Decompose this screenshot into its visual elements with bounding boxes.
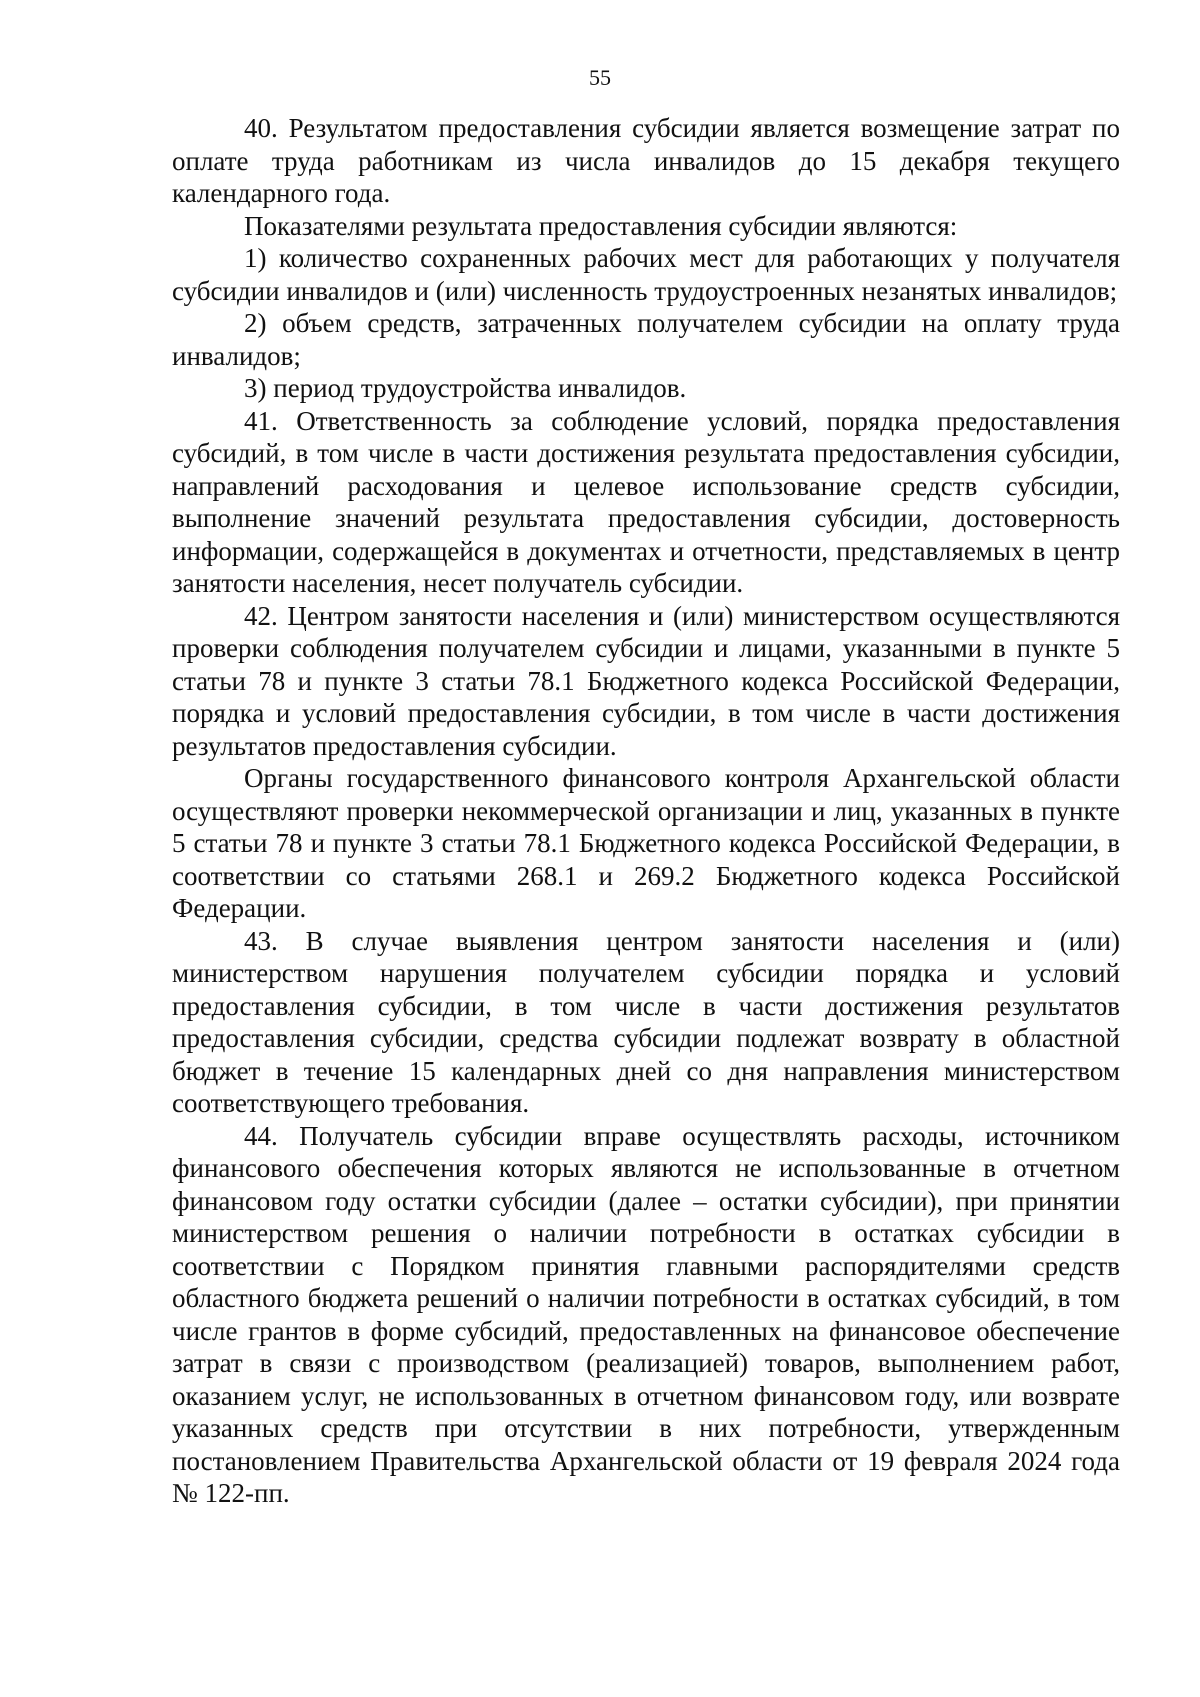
- paragraph-42: 42. Центром занятости населения и (или) министерством осуществляются проверки соблюдения получателем субсидии и лицами, указанными в пункте 5 статьи 78 и пункте 3 статьи 78.1 Бюджетного кодекса Российской Федерации, порядка и условий предоставления субсидии, в том числе в части достижения результатов предоставления субсидии.: [172, 600, 1120, 761]
- paragraph-indicator-2: 2) объем средств, затраченных получателем субсидии на оплату труда инвалидов;: [172, 308, 1120, 371]
- paragraph-indicators-intro: Показателями результата предоставления субсидии являются:: [244, 210, 958, 241]
- paragraph-indicator-1: 1) количество сохраненных рабочих мест для работающих у получателя субсидии инвалидов и (или) численность трудоустроенных незанятых инвалидов;: [172, 243, 1120, 306]
- document-body: [172, 112, 1120, 1510]
- paragraph-indicator-3: 3) период трудоустройства инвалидов.: [244, 373, 687, 403]
- paragraph-40: 40. Результатом предоставления субсидии является возмещение затрат по оплате труда работникам из числа инвалидов до 15 декабря текущего календарного года.: [172, 113, 1120, 208]
- page-number: 55: [589, 65, 611, 90]
- paragraph-41: 41. Ответственность за соблюдение условий, порядка предоставления субсидий, в том числе в части достижения результата предоставления субсидии, направлений расходования и целевое использование средств субсидии, выполнение значений результата предоставления субсидии, достоверность информации, содержащейся в документах и отчетности, представляемых в центр занятости населения, несет получатель субсидии.: [172, 405, 1120, 598]
- paragraph-43: 43. В случае выявления центром занятости населения и (или) министерством нарушения получателем субсидии порядка и условий предоставления субсидии, в том числе в части достижения результатов предоставления субсидии, средства субсидии подлежат возврату в областной бюджет в течение 15 календарных дней со дня направления министерством соответствующего требования.: [172, 925, 1120, 1118]
- paragraph-42-control: Органы государственного финансового контроля Архангельской области осуществляют проверки некоммерческой организации и лиц, указанных в пункте 5 статьи 78 и пункте 3 статьи 78.1 Бюджетного кодекса Российской Федерации, в соответствии со статьями 268.1 и 269.2 Бюджетного кодекса Российской Федерации.: [172, 763, 1120, 923]
- paragraph-44: 44. Получатель субсидии вправе осуществлять расходы, источником финансового обеспечения которых являются не использованные в отчетном финансовом году остатки субсидии (далее – остатки субсидии), при принятии министерством решения о наличии потребности в остатках субсидии в соответствии с Порядком принятия главными распорядителями средств областного бюджета решений о наличии потребности в остатках субсидий, в том числе грантов в форме субсидий, предоставленных на финансовое обеспечение затрат в связи с производством (реализацией) товаров, выполнением работ, оказанием услуг, не использованных в отчетном финансовом году, или возврате указанных средств при отсутствии в них потребности, утвержденным постановлением Правительства Архангельской области от 19 февраля 2024 года № 122-пп.: [172, 1120, 1120, 1508]
